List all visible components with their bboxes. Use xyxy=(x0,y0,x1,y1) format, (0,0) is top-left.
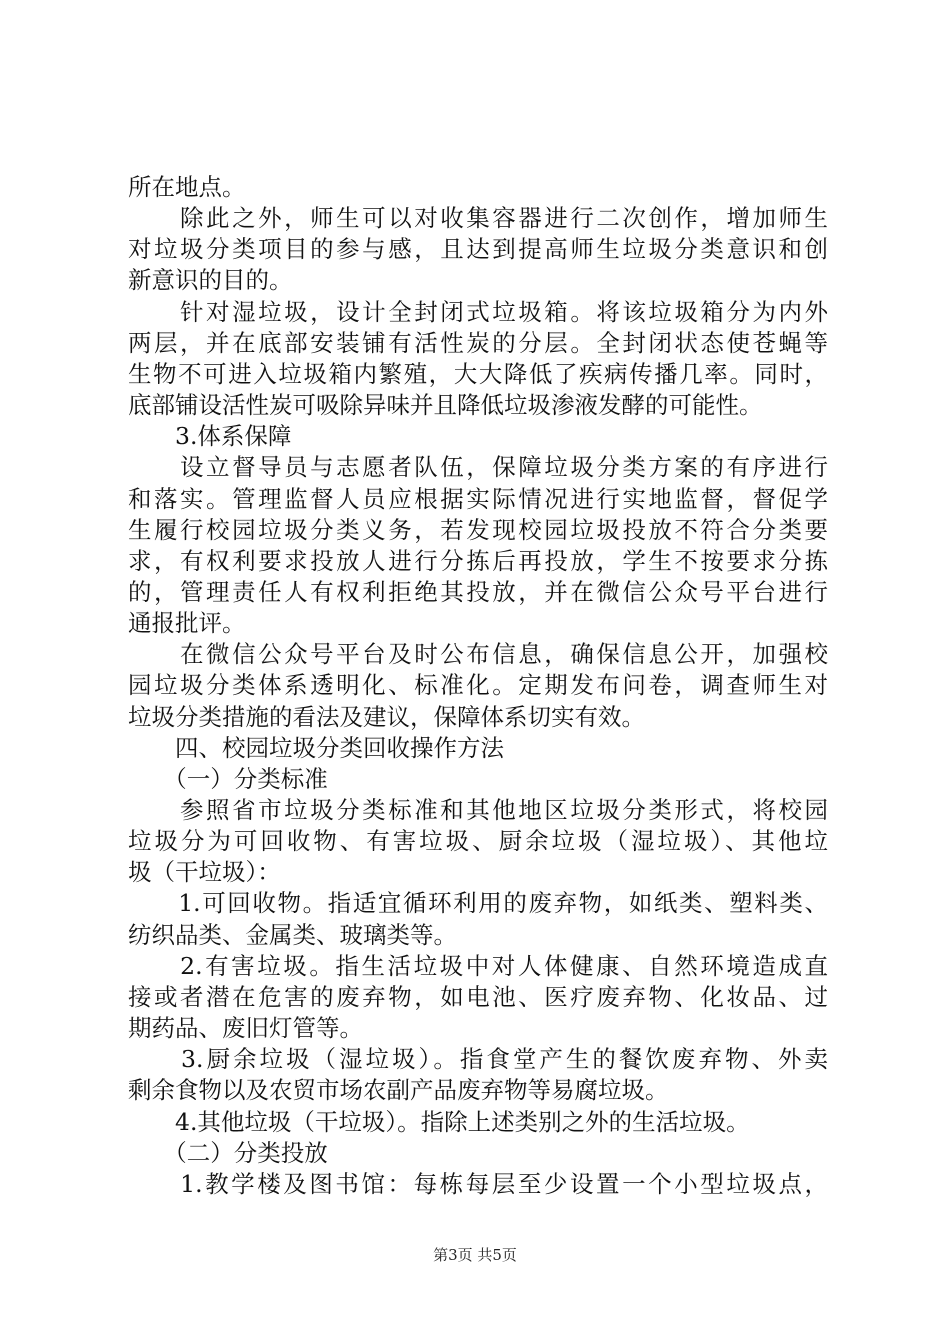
text-line: 生物不可进入垃圾箱内繁殖，大大降低了疾病传播几率。同时， xyxy=(128,359,828,388)
text-line: 新意识的目的。 xyxy=(128,266,293,295)
text-line: 生履行校园垃圾分类义务，若发现校园垃圾投放不符合分类要 xyxy=(128,515,828,544)
text-line: 四、校园垃圾分类回收操作方法 xyxy=(128,733,504,762)
text-line: 剩余食物以及农贸市场农副产品废弃物等易腐垃圾。 xyxy=(128,1076,669,1105)
text-line: 在微信公众号平台及时公布信息，确保信息公开，加强校 xyxy=(128,640,828,669)
text-line: 的，管理责任人有权利拒绝其投放，并在微信公众号平台进行 xyxy=(128,577,828,606)
text-line: 圾（干垃圾）： xyxy=(128,858,281,887)
text-line: 参照省市垃圾分类标准和其他地区垃圾分类形式，将校园 xyxy=(128,796,828,824)
text-line: 垃圾分为可回收物、有害垃圾、厨余垃圾（湿垃圾）、其他垃 xyxy=(128,827,828,856)
text-line: 除此之外，师生可以对收集容器进行二次创作，增加师生 xyxy=(128,204,828,233)
text-line: 3.厨余垃圾（湿垃圾）。指食堂产生的餐饮废弃物、外卖 xyxy=(128,1045,828,1074)
text-line: 设立督导员与志愿者队伍，保障垃圾分类方案的有序进行 xyxy=(128,453,828,482)
text-line: （一）分类标准 xyxy=(128,764,328,793)
text-line: 接或者潜在危害的废弃物，如电池、医疗废弃物、化妆品、过 xyxy=(128,982,828,1011)
text-line: 3.体系保障 xyxy=(128,422,292,451)
text-line: 通报批评。 xyxy=(128,609,246,638)
text-line: 底部铺设活性炭可吸除异味并且降低垃圾渗液发酵的可能性。 xyxy=(128,391,763,420)
text-line: 所在地点。 xyxy=(128,173,246,201)
text-line: 2.有害垃圾。指生活垃圾中对人体健康、自然环境造成直 xyxy=(128,951,828,980)
text-line: 求，有权利要求投放人进行分拣后再投放，学生不按要求分拣 xyxy=(128,546,828,575)
text-line: （二）分类投放 xyxy=(128,1138,328,1167)
text-line: 针对湿垃圾，设计全封闭式垃圾箱。将该垃圾箱分为内外 xyxy=(128,297,828,326)
text-line: 垃圾分类措施的看法及建议，保障体系切实有效。 xyxy=(128,702,645,731)
text-line: 和落实。管理监督人员应根据实际情况进行实地监督，督促学 xyxy=(128,484,828,513)
text-line: 对垃圾分类项目的参与感，且达到提高师生垃圾分类意识和创 xyxy=(128,235,828,264)
text-line: 1.可回收物。指适宜循环利用的废弃物，如纸类、塑料类、 xyxy=(128,889,828,918)
text-line: 两层，并在底部安装铺有活性炭的分层。全封闭状态使苍蝇等 xyxy=(128,328,828,357)
text-line: 园垃圾分类体系透明化、标准化。定期发布问卷，调查师生对 xyxy=(128,671,828,700)
text-line: 纺织品类、金属类、玻璃类等。 xyxy=(128,920,457,949)
text-line: 1.教学楼及图书馆：每栋每层至少设置一个小型垃圾点， xyxy=(128,1169,828,1198)
text-line: 4.其他垃圾（干垃圾）。指除上述类别之外的生活垃圾。 xyxy=(128,1107,750,1136)
page-footer: 第3页 共5页 xyxy=(433,1246,517,1264)
text-line: 期药品、废旧灯管等。 xyxy=(128,1014,363,1043)
